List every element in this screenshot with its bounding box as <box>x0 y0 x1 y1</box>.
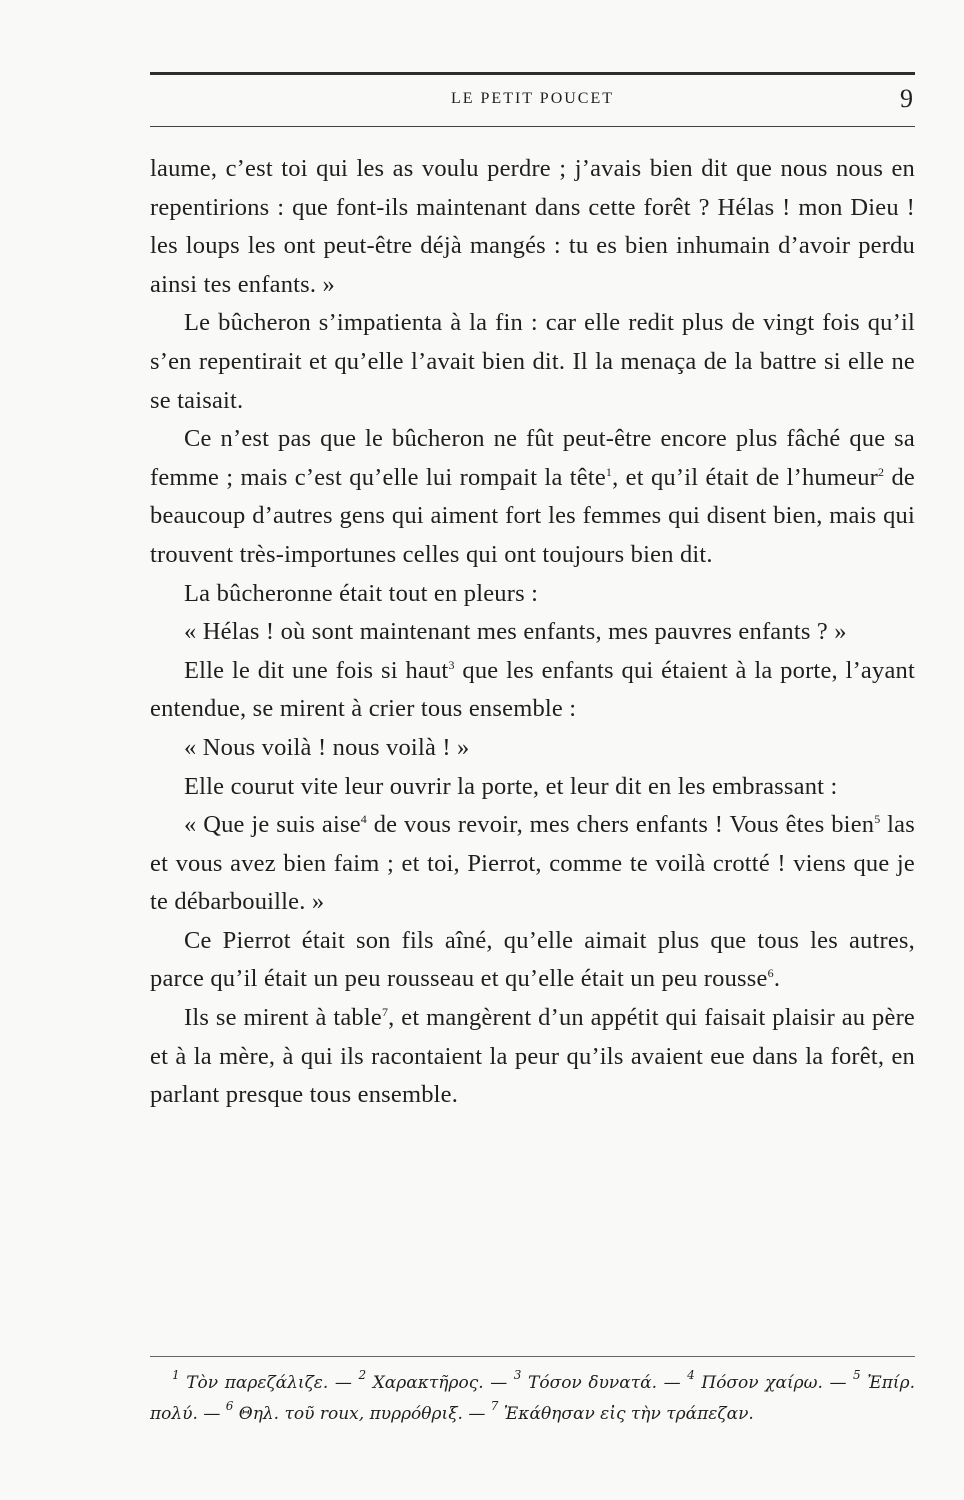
footnote-number: 4 <box>687 1368 695 1382</box>
footnote-number: 7 <box>490 1399 499 1413</box>
paragraph-7: « Nous voilà ! nous voilà ! » <box>184 733 470 761</box>
text-span: de beaucoup d’autres gens qui aiment fort les femmes qui disent bien, mais qui trouvent très-importunes celles qui ont toujours bien dit. <box>150 463 915 568</box>
paragraph-8: Elle courut vite leur ouvrir la porte, et leur dit en les embrassant : <box>184 772 838 800</box>
paragraph-4: La bûcheronne était tout en pleurs : <box>184 579 539 607</box>
running-head <box>150 86 915 114</box>
footnote-text: Ἐπίρ. πολύ. — <box>150 1373 915 1424</box>
running-title: LE PETIT POUCET <box>450 90 615 107</box>
footnote-number: 3 <box>513 1368 522 1382</box>
footnote-text: Χαρακτῆρος. — <box>366 1373 514 1393</box>
footnote-ref: 4 <box>360 812 367 827</box>
footnote-ref: 3 <box>448 657 455 672</box>
text-span: de vous revoir, mes chers enfants ! Vous êtes bien <box>366 811 875 839</box>
footnote-number: 5 <box>853 1368 861 1382</box>
footnotes <box>150 1368 915 1430</box>
footnote-ref: 1 <box>605 464 613 479</box>
footnote-number: 6 <box>225 1399 234 1413</box>
footnote-ref: 2 <box>878 464 885 479</box>
header-rule-bottom <box>150 126 915 127</box>
header-rule-top <box>150 72 915 75</box>
paragraph-6 <box>150 652 915 729</box>
paragraph-10 <box>150 922 915 999</box>
footnote-ref: 6 <box>767 966 774 981</box>
paragraph-11 <box>150 999 915 1115</box>
footnote-number: 2 <box>358 1368 367 1382</box>
text-span: Elle le dit une fois si haut <box>184 656 449 684</box>
paragraph-1: laume, c’est toi qui les as voulu perdre ; j’avais bien dit que nous nous en repentirions : que font-ils maintenant dans cette forêt ? Hélas ! mon Dieu ! les loups les ont peut-être déjà mangés : tu es bien inhumain d’avoir perdu ainsi tes enfants. » <box>150 155 915 298</box>
text-span: las et vous avez bien faim ; et toi, Pierrot, comme te voilà crotté ! viens que je te débarbouille. » <box>150 811 915 916</box>
text-span: . <box>773 965 781 993</box>
text-span: , et mangèrent d’un appétit qui faisait plaisir au père et à la mère, à qui ils racontaient la peur qu’ils avaient eue dans la forêt, en parlant presque tous ensemble. <box>150 1004 916 1109</box>
main-text <box>150 150 915 1115</box>
text-span: , et qu’il était de l’humeur <box>612 463 879 491</box>
page-number: 9 <box>900 84 913 113</box>
paragraph-9 <box>150 806 915 922</box>
footnote-text: Τόσον δυνατά. — <box>521 1373 688 1393</box>
footnote-text: Θηλ. τοῦ roux, πυρρόθριξ. — <box>233 1404 491 1424</box>
footnote-block <box>150 1368 915 1430</box>
text-span: Ils se mirent à table <box>184 1004 382 1032</box>
footnote-text: Τὸν παρεζάλιζε. — <box>179 1373 359 1393</box>
text-span: Ce Pierrot était son fils aîné, qu’elle aimait plus que tous les autres, parce qu’il était un peu rousseau et qu’elle était un peu rousse <box>150 926 915 993</box>
paragraph-2: Le bûcheron s’impatienta à la fin : car elle redit plus de vingt fois qu’il s’en repentirait et qu’elle l’avait bien dit. Il la menaça de la battre si elle ne se taisait. <box>150 309 915 414</box>
footnote-text: Πόσον χαίρω. — <box>694 1373 854 1393</box>
text-span: « Que je suis aise <box>184 811 361 839</box>
paragraph-5: « Hélas ! où sont maintenant mes enfants, mes pauvres enfants ? » <box>184 618 847 646</box>
paragraph-3 <box>150 420 915 574</box>
footnote-ref: 5 <box>874 812 881 827</box>
footnote-ref: 7 <box>381 1005 389 1020</box>
text-span: que les enfants qui étaient à la porte, l’ayant entendue, se mirent à crier tous ensemble : <box>150 656 915 723</box>
footnote-text: Ἐκάθησαν εἰς τὴν τράπεζαν. <box>498 1404 754 1424</box>
footnote-separator <box>150 1356 915 1357</box>
text-span: Ce n’est pas que le bûcheron ne fût peut-être encore plus fâché que sa femme ; mais c’est qu’elle lui rompait la tête <box>150 425 915 491</box>
footnote-number: 1 <box>172 1368 180 1382</box>
